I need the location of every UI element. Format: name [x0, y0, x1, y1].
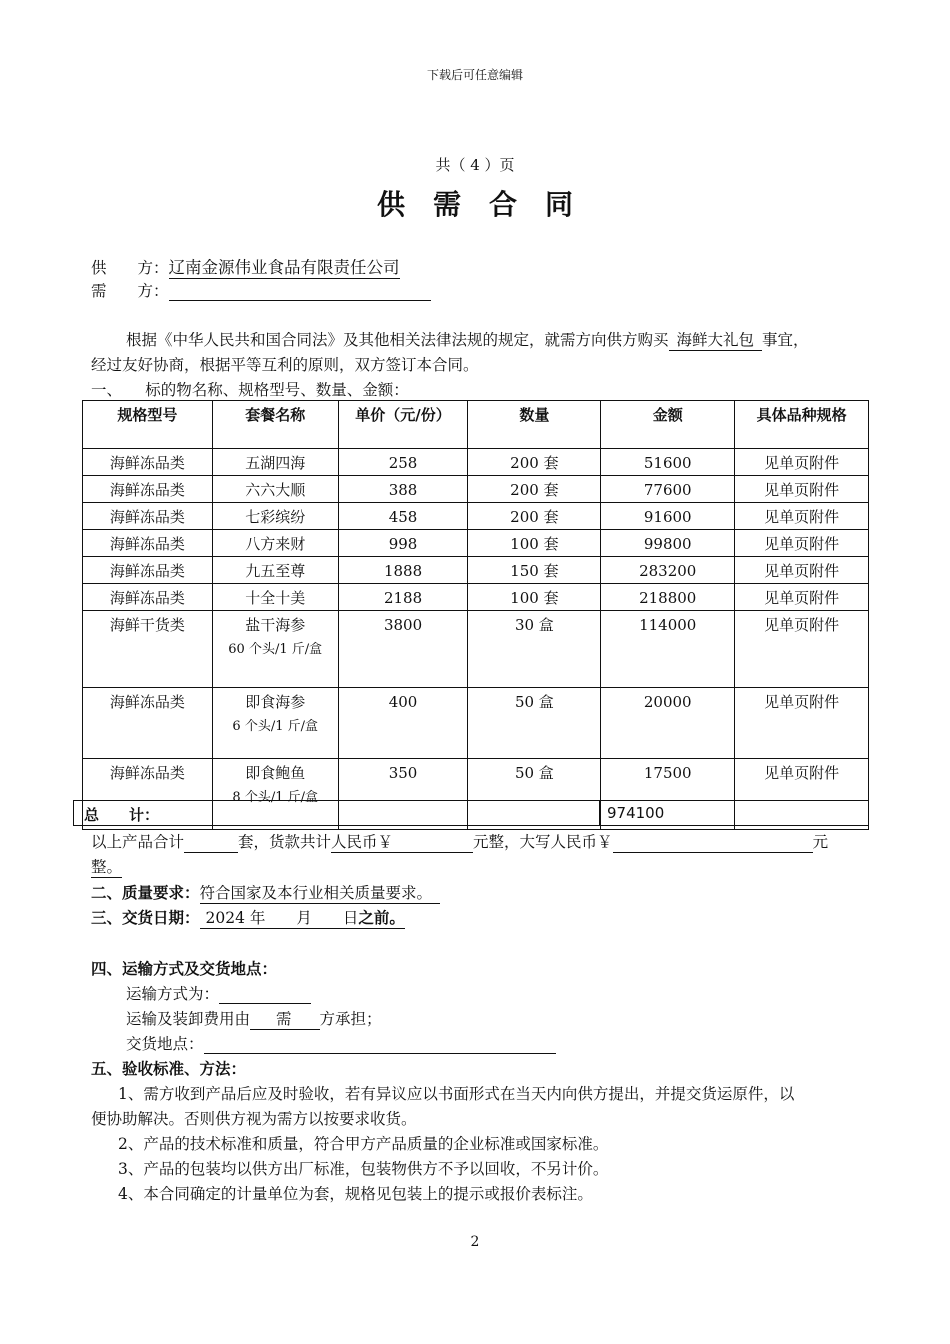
- transport-label: 运输方式为：: [126, 985, 220, 1003]
- header-package: 套餐名称: [212, 401, 338, 449]
- table-header-row: [83, 401, 869, 449]
- cell-price: 388: [338, 476, 468, 503]
- supplier-name: 辽南金源伟业食品有限责任公司: [169, 254, 400, 279]
- cell-detail: 见单页附件: [735, 611, 869, 688]
- cell-package: 即食鲍鱼 8 个头/1 斤/盒: [212, 759, 338, 830]
- transport-line: [126, 982, 311, 1004]
- section3-date: 2024 年 月 日: [205, 909, 359, 927]
- summary-d: 元整，大写人民币￥: [473, 833, 613, 851]
- total-label: 总 计：: [84, 806, 160, 824]
- items-table: [82, 400, 869, 830]
- cell-qty: 50 盒: [468, 688, 601, 759]
- cell-model: 海鲜冻品类: [83, 584, 213, 611]
- fee-party: 需: [250, 1007, 320, 1030]
- cell-detail: 见单页附件: [735, 584, 869, 611]
- section3-date-wrap: [200, 906, 405, 929]
- cell-model: 海鲜冻品类: [83, 476, 213, 503]
- total-row: [73, 800, 869, 826]
- cell-price: 2188: [338, 584, 468, 611]
- place-line: [126, 1032, 556, 1054]
- page-number: 2: [470, 1234, 480, 1250]
- cell-price: 1888: [338, 557, 468, 584]
- section5-item3: 3、产品的包装均以供方出厂标准，包装物供方不予以回收，不另计价。: [118, 1160, 609, 1178]
- supplier-label: 供 方：: [91, 259, 169, 277]
- cell-model: 海鲜冻品类: [83, 449, 213, 476]
- cell-detail: 见单页附件: [735, 530, 869, 557]
- summary-b: 套，货款共计: [238, 833, 332, 851]
- header-note: 下载后可任意编辑: [426, 68, 523, 82]
- section1-heading: 一、 标的物名称、规格型号、数量、金额：: [91, 381, 409, 399]
- cell-price: 258: [338, 449, 468, 476]
- cell-qty: 100 套: [468, 584, 601, 611]
- cell-model: 海鲜冻品类: [83, 759, 213, 830]
- cell-qty: 50 盒: [468, 759, 601, 830]
- cell-model: 海鲜冻品类: [83, 688, 213, 759]
- cell-amount: 91600: [601, 503, 735, 530]
- cell-model: 海鲜冻品类: [83, 557, 213, 584]
- cell-amount: 51600: [601, 449, 735, 476]
- cell-price: 350: [338, 759, 468, 830]
- cell-amount: 114000: [601, 611, 735, 688]
- cell-detail: 见单页附件: [735, 688, 869, 759]
- page-count: 共（ 4 ）页: [435, 156, 515, 174]
- cell-spec: 8 个头/1 斤/盒: [232, 790, 318, 805]
- header-model: 规格型号: [83, 401, 213, 449]
- cell-model: 海鲜冻品类: [83, 530, 213, 557]
- header-detail: 具体品种规格: [735, 401, 869, 449]
- section5-item2: 2、产品的技术标准和质量，符合甲方产品质量的企业标准或国家标准。: [118, 1135, 609, 1153]
- cell-package: 即食海参 6 个头/1 斤/盒: [212, 688, 338, 759]
- summary-line: [91, 830, 828, 853]
- contract-title: 供需合同: [376, 188, 601, 221]
- cell-package: 十全十美: [212, 584, 338, 611]
- cell-qty: 150 套: [468, 557, 601, 584]
- section4-heading: 四、运输方式及交货地点：: [91, 960, 278, 978]
- header-qty: 数量: [468, 401, 601, 449]
- cell-amount: 218800: [601, 584, 735, 611]
- summary-line-2: [91, 855, 122, 878]
- cell-qty: 200 套: [468, 503, 601, 530]
- cell-model: 海鲜冻品类: [83, 503, 213, 530]
- cell-amount: 77600: [601, 476, 735, 503]
- section2-line: [91, 881, 440, 904]
- header-amount: 金额: [601, 401, 735, 449]
- buyer-name: [169, 284, 431, 301]
- table-row: [83, 611, 869, 688]
- intro-text-2: 事宜，: [762, 331, 809, 349]
- cell-qty: 200 套: [468, 476, 601, 503]
- cell-detail: 见单页附件: [735, 476, 869, 503]
- cell-package: 九五至尊: [212, 557, 338, 584]
- total-value: 974100: [607, 804, 665, 822]
- intro-text-1: 根据《中华人民共和国合同法》及其他相关法律法规的规定，就需方向供方购买: [126, 331, 669, 349]
- cell-amount: 99800: [601, 530, 735, 557]
- summary-f: 整。: [91, 855, 122, 878]
- cell-spec: 60 个头/1 斤/盒: [228, 642, 323, 657]
- cell-price: 3800: [338, 611, 468, 688]
- supplier-line: [91, 254, 400, 279]
- summary-a: 以上产品合计: [91, 833, 185, 851]
- cell-price: 998: [338, 530, 468, 557]
- cell-package: 七彩缤纷: [212, 503, 338, 530]
- intro-product: 海鲜大礼包: [669, 328, 763, 351]
- fee-text-b: 方承担；: [319, 1010, 382, 1028]
- section5-item4: 4、本合同确定的计量单位为套，规格见包装上的提示或报价表标注。: [118, 1185, 593, 1203]
- cell-qty: 30 盒: [468, 611, 601, 688]
- buyer-label: 需 方：: [91, 282, 169, 300]
- section5-item1a: 1、需方收到产品后应及时验收，若有异议应以书面形式在当天内向供方提出，并提交货运原件，以: [118, 1085, 795, 1103]
- cell-package: 六六大顺: [212, 476, 338, 503]
- section2-value: 符合国家及本行业相关质量要求。: [200, 881, 441, 904]
- buyer-line: [91, 279, 431, 301]
- section3-label: 三、交货日期：: [91, 909, 200, 927]
- cell-detail: 见单页附件: [735, 503, 869, 530]
- section3-suffix: 之前。: [358, 909, 405, 927]
- section2-label: 二、质量要求：: [91, 884, 200, 902]
- intro-line-1: [126, 328, 809, 351]
- cell-detail: 见单页附件: [735, 557, 869, 584]
- fee-line: [126, 1007, 382, 1030]
- cell-package: 盐干海参 60 个头/1 斤/盒: [212, 611, 338, 688]
- section5-heading: 五、验收标准、方法：: [91, 1060, 247, 1078]
- table-row: [83, 557, 869, 584]
- table-row: [83, 476, 869, 503]
- table-row: [83, 503, 869, 530]
- table-row: [83, 449, 869, 476]
- cell-price: 458: [338, 503, 468, 530]
- cell-qty: 100 套: [468, 530, 601, 557]
- cell-package: 八方来财: [212, 530, 338, 557]
- cell-amount: 20000: [601, 688, 735, 759]
- section5-item1b: 便协助解决。否则供方视为需方以按要求收货。: [91, 1110, 417, 1128]
- summary-rmb: 人民币￥: [331, 830, 473, 853]
- cell-qty: 200 套: [468, 449, 601, 476]
- cell-model: 海鲜干货类: [83, 611, 213, 688]
- intro-line-2: 经过友好协商，根据平等互利的原则，双方签订本合同。: [91, 356, 479, 374]
- cell-spec: 6 个头/1 斤/盒: [232, 719, 318, 734]
- cell-amount: 17500: [601, 759, 735, 830]
- header-price: 单价（元/份）: [338, 401, 468, 449]
- table-row: [83, 688, 869, 759]
- cell-detail: 见单页附件: [735, 759, 869, 830]
- cell-price: 400: [338, 688, 468, 759]
- cell-package: 五湖四海: [212, 449, 338, 476]
- fee-text-a: 运输及装卸费用由: [126, 1010, 251, 1028]
- place-label: 交货地点：: [126, 1035, 204, 1053]
- cell-detail: 见单页附件: [735, 449, 869, 476]
- summary-e: 元: [812, 833, 829, 851]
- section3-line: [91, 906, 405, 929]
- table-row: [83, 584, 869, 611]
- cell-amount: 283200: [601, 557, 735, 584]
- table-row: [83, 530, 869, 557]
